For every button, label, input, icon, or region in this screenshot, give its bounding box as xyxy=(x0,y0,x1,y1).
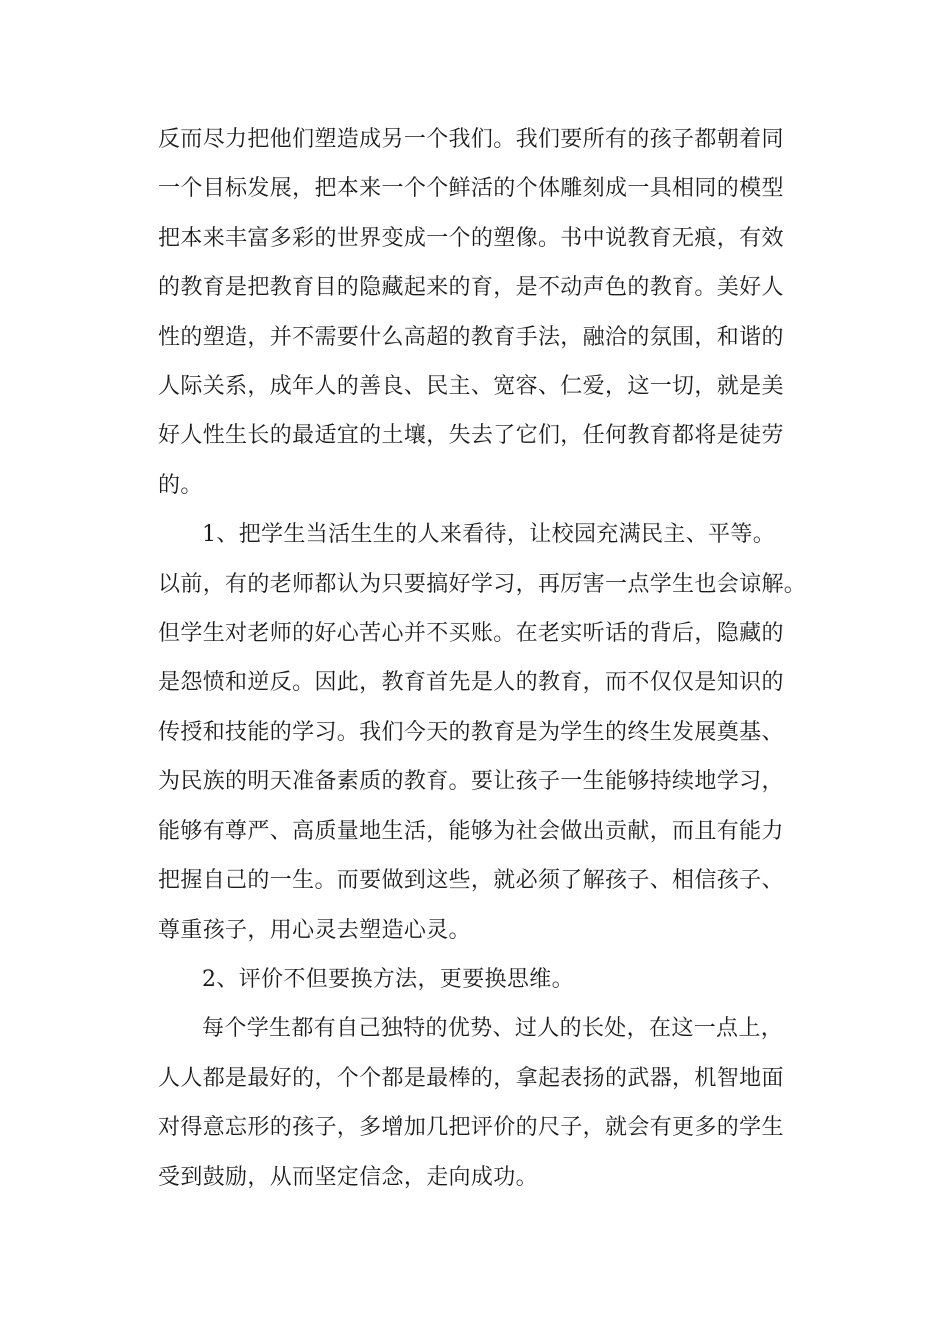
text-line: 把握自己的一生。而要做到这些，就必须了解孩子、相信孩子、 xyxy=(158,868,784,893)
section-heading: 1、把学生当活生生的人来看待，让校园充满民主、平等。 xyxy=(202,522,776,547)
text-line: 反而尽力把他们塑造成另一个我们。我们要所有的孩子都朝着同 xyxy=(158,127,784,152)
text-line: 是怨愤和逆反。因此，教育首先是人的教育，而不仅仅是知识的 xyxy=(158,670,784,695)
text-line: 的教育是把教育目的隐藏起来的育，是不动声色的教育。美好人 xyxy=(158,275,784,300)
text-line: 性的塑造，并不需要什么高超的教育手法，融洽的氛围，和谐的 xyxy=(158,325,784,350)
text-line: 能够有尊严、高质量地生活，能够为社会做出贡献，而且有能力 xyxy=(158,819,784,844)
text-line: 尊重孩子，用心灵去塑造心灵。 xyxy=(158,918,471,943)
text-line: 对得意忘形的孩子，多增加几把评价的尺子，就会有更多的学生 xyxy=(158,1115,784,1140)
text-line: 人际关系，成年人的善良、民主、宽容、仁爱，这一切，就是美 xyxy=(158,374,784,399)
text-line: 为民族的明天准备素质的教育。要让孩子一生能够持续地学习， xyxy=(158,769,784,794)
text-line: 以前，有的老师都认为只要搞好学习，再厉害一点学生也会谅解。 xyxy=(158,572,807,597)
text-line: 人人都是最好的，个个都是最棒的，拿起表扬的武器，机智地面 xyxy=(158,1066,784,1091)
text-line: 每个学生都有自己独特的优势、过人的长处，在这一点上， xyxy=(202,1016,784,1041)
section-heading: 2、评价不但要换方法，更要换思维。 xyxy=(202,967,574,992)
text-line: 受到鼓励，从而坚定信念，走向成功。 xyxy=(158,1165,538,1190)
text-line: 的。 xyxy=(158,473,203,498)
text-line: 但学生对老师的好心苦心并不买账。在老实听话的背后，隐藏的 xyxy=(158,621,784,646)
text-line: 好人性生长的最适宜的土壤，失去了它们，任何教育都将是徒劳 xyxy=(158,423,784,448)
text-line: 把本来丰富多彩的世界变成一个的塑像。书中说教育无痕，有效 xyxy=(158,226,784,251)
text-line: 传授和技能的学习。我们今天的教育是为学生的终生发展奠基、 xyxy=(158,720,784,745)
text-line: 一个目标发展，把本来一个个鲜活的个体雕刻成一具相同的模型 xyxy=(158,176,784,201)
